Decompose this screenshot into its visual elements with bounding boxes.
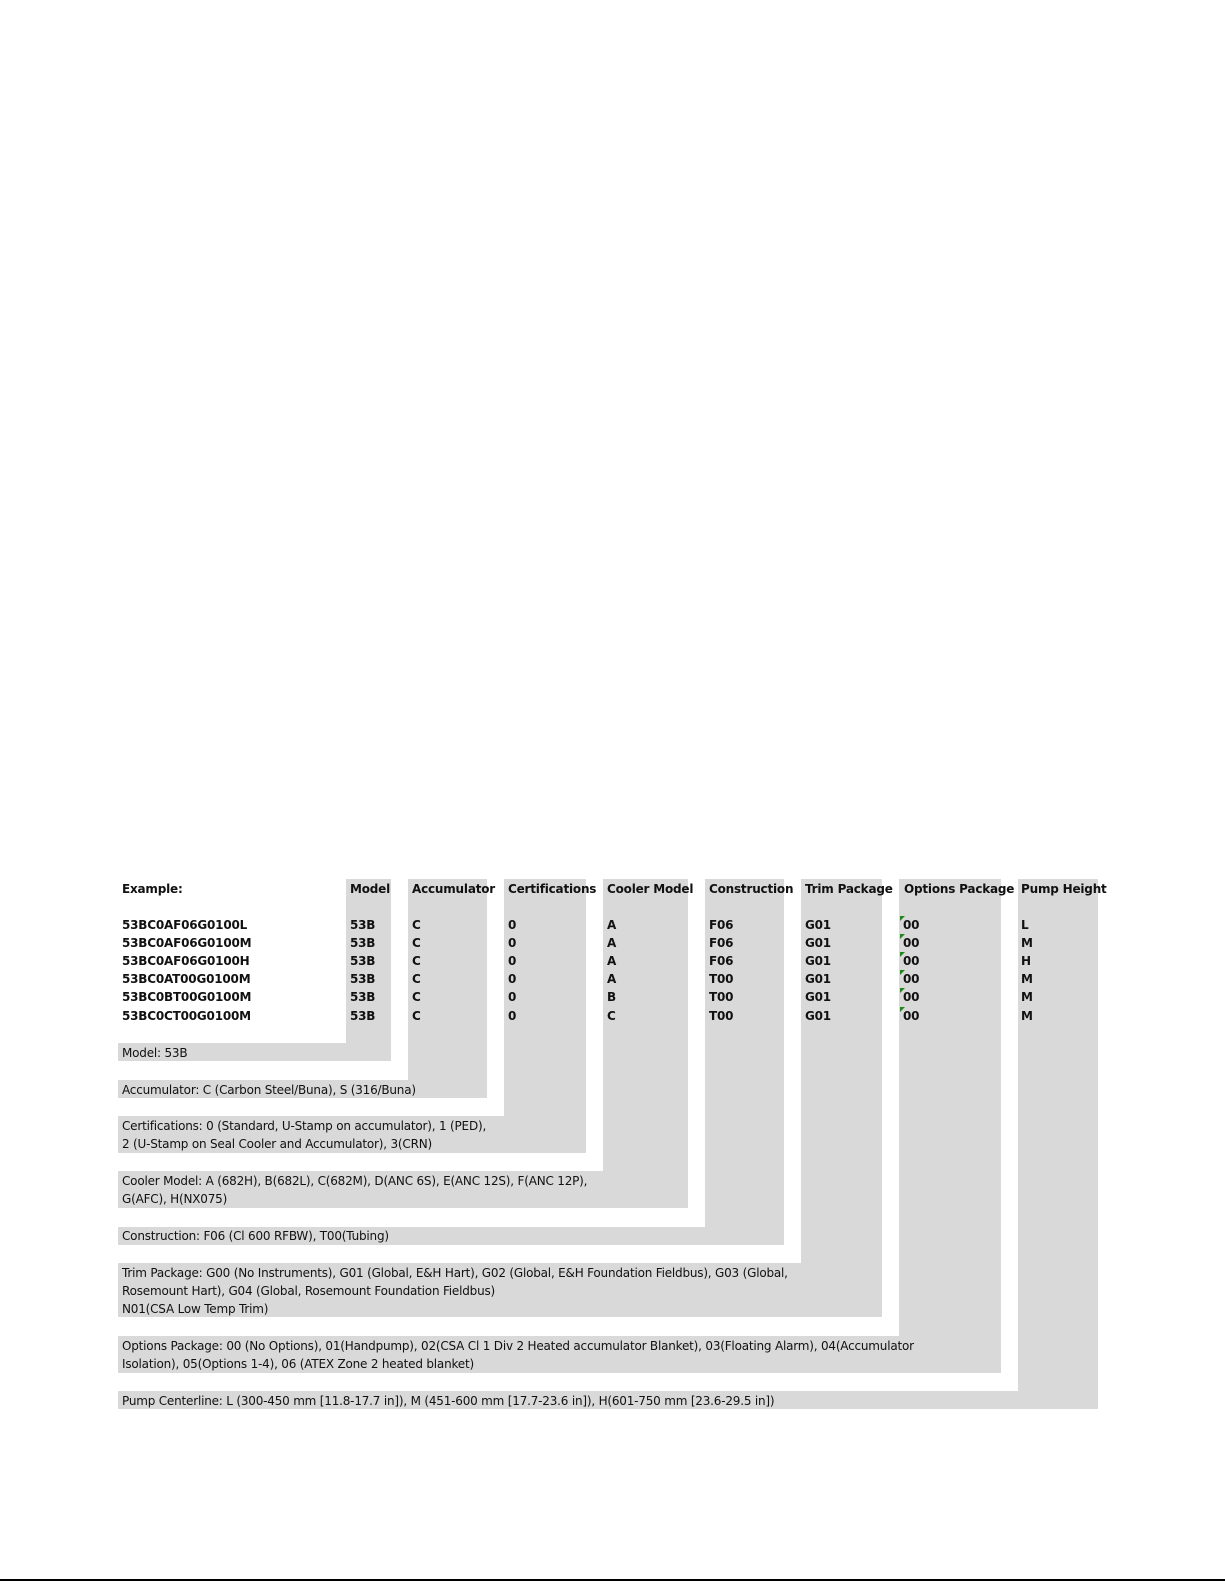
- row-options-package: 00: [903, 936, 920, 950]
- page-bottom-rule: [0, 1579, 1225, 1581]
- row-trim-package: G01: [805, 972, 831, 986]
- model-header: Model: [350, 882, 391, 896]
- row-model: 53B: [350, 918, 376, 932]
- row-construction: T00: [709, 1009, 734, 1023]
- row-code: 53BC0AF06G0100M: [122, 936, 252, 950]
- row-construction: T00: [709, 990, 734, 1004]
- row-accumulator: C: [412, 918, 421, 932]
- row-certifications: 0: [508, 954, 517, 968]
- legend-certifications-line-1: Certifications: 0 (Standard, U-Stamp on accumulator), 1 (PED),: [122, 1119, 487, 1133]
- legend-trim-line-2: Rosemount Hart), G04 (Global, Rosemount Foundation Fieldbus): [122, 1284, 496, 1298]
- construction-header: Construction: [709, 882, 794, 896]
- row-trim-package: G01: [805, 936, 831, 950]
- row-construction: T00: [709, 972, 734, 986]
- options-package-header: Options Package: [904, 882, 1015, 896]
- row-certifications: 0: [508, 936, 517, 950]
- pump-height-header: Pump Height: [1021, 882, 1107, 896]
- trim-package-header: Trim Package: [805, 882, 893, 896]
- row-certifications: 0: [508, 918, 517, 932]
- row-model: 53B: [350, 1009, 376, 1023]
- legend-pump-centerline: Pump Centerline: L (300-450 mm [11.8-17.7 in]), M (451-600 mm [17.7-23.6 in]), H(601-750 mm [23.6-29.5 in]): [122, 1394, 775, 1408]
- row-model: 53B: [350, 954, 376, 968]
- accumulator-header: Accumulator: [412, 882, 496, 896]
- certifications-header: Certifications: [508, 882, 597, 896]
- example-header: Example:: [122, 882, 183, 896]
- row-cooler-model: C: [607, 1009, 616, 1023]
- cooler-model-header: Cooler Model: [607, 882, 694, 896]
- row-trim-package: G01: [805, 954, 831, 968]
- row-pump-height: M: [1021, 1009, 1033, 1023]
- row-certifications: 0: [508, 990, 517, 1004]
- legend-construction: Construction: F06 (Cl 600 RFBW), T00(Tubing): [122, 1229, 389, 1243]
- row-certifications: 0: [508, 1009, 517, 1023]
- certifications-column: [504, 879, 586, 1153]
- row-trim-package: G01: [805, 990, 831, 1004]
- row-cooler-model: A: [607, 954, 617, 968]
- row-construction: F06: [709, 918, 734, 932]
- row-model: 53B: [350, 972, 376, 986]
- row-options-package: 00: [903, 990, 920, 1004]
- row-accumulator: C: [412, 972, 421, 986]
- row-pump-height: L: [1021, 918, 1029, 932]
- legend-certifications-line-2: 2 (U-Stamp on Seal Cooler and Accumulator), 3(CRN): [122, 1137, 432, 1151]
- row-model: 53B: [350, 936, 376, 950]
- row-options-package: 00: [903, 918, 920, 932]
- row-pump-height: H: [1021, 954, 1031, 968]
- row-trim-package: G01: [805, 918, 831, 932]
- legend-cooler-line-1: Cooler Model: A (682H), B(682L), C(682M), D(ANC 6S), E(ANC 12S), F(ANC 12P),: [122, 1174, 588, 1188]
- row-cooler-model: A: [607, 918, 617, 932]
- row-code: 53BC0AT00G0100M: [122, 972, 251, 986]
- row-cooler-model: B: [607, 990, 616, 1004]
- row-pump-height: M: [1021, 972, 1033, 986]
- row-accumulator: C: [412, 954, 421, 968]
- row-certifications: 0: [508, 972, 517, 986]
- row-construction: F06: [709, 954, 734, 968]
- row-code: 53BC0AF06G0100H: [122, 954, 250, 968]
- row-trim-package: G01: [805, 1009, 831, 1023]
- legend-trim-line-1: Trim Package: G00 (No Instruments), G01 (Global, E&H Hart), G02 (Global, E&H Foundation Fieldbus), G03 (Global,: [122, 1266, 788, 1280]
- legend-trim-line-3: N01(CSA Low Temp Trim): [122, 1302, 269, 1316]
- row-options-package: 00: [903, 972, 920, 986]
- row-accumulator: C: [412, 990, 421, 1004]
- row-code: 53BC0AF06G0100L: [122, 918, 248, 932]
- row-cooler-model: A: [607, 972, 617, 986]
- legend-cooler-line-2: G(AFC), H(NX075): [122, 1192, 228, 1206]
- legend-options-line-2: Isolation), 05(Options 1-4), 06 (ATEX Zone 2 heated blanket): [122, 1357, 474, 1371]
- row-code: 53BC0CT00G0100M: [122, 1009, 251, 1023]
- legend-model: Model: 53B: [122, 1046, 188, 1060]
- row-cooler-model: A: [607, 936, 617, 950]
- row-pump-height: M: [1021, 936, 1033, 950]
- row-model: 53B: [350, 990, 376, 1004]
- legend-accumulator: Accumulator: C (Carbon Steel/Buna), S (316/Buna): [122, 1083, 416, 1097]
- row-options-package: 00: [903, 954, 920, 968]
- row-accumulator: C: [412, 936, 421, 950]
- legend-options-line-1: Options Package: 00 (No Options), 01(Handpump), 02(CSA Cl 1 Div 2 Heated accumulator Blanket), 03(Floating Alarm), 04(Accumulator: [122, 1339, 914, 1353]
- row-code: 53BC0BT00G0100M: [122, 990, 252, 1004]
- row-options-package: 00: [903, 1009, 920, 1023]
- row-pump-height: M: [1021, 990, 1033, 1004]
- row-construction: F06: [709, 936, 734, 950]
- row-accumulator: C: [412, 1009, 421, 1023]
